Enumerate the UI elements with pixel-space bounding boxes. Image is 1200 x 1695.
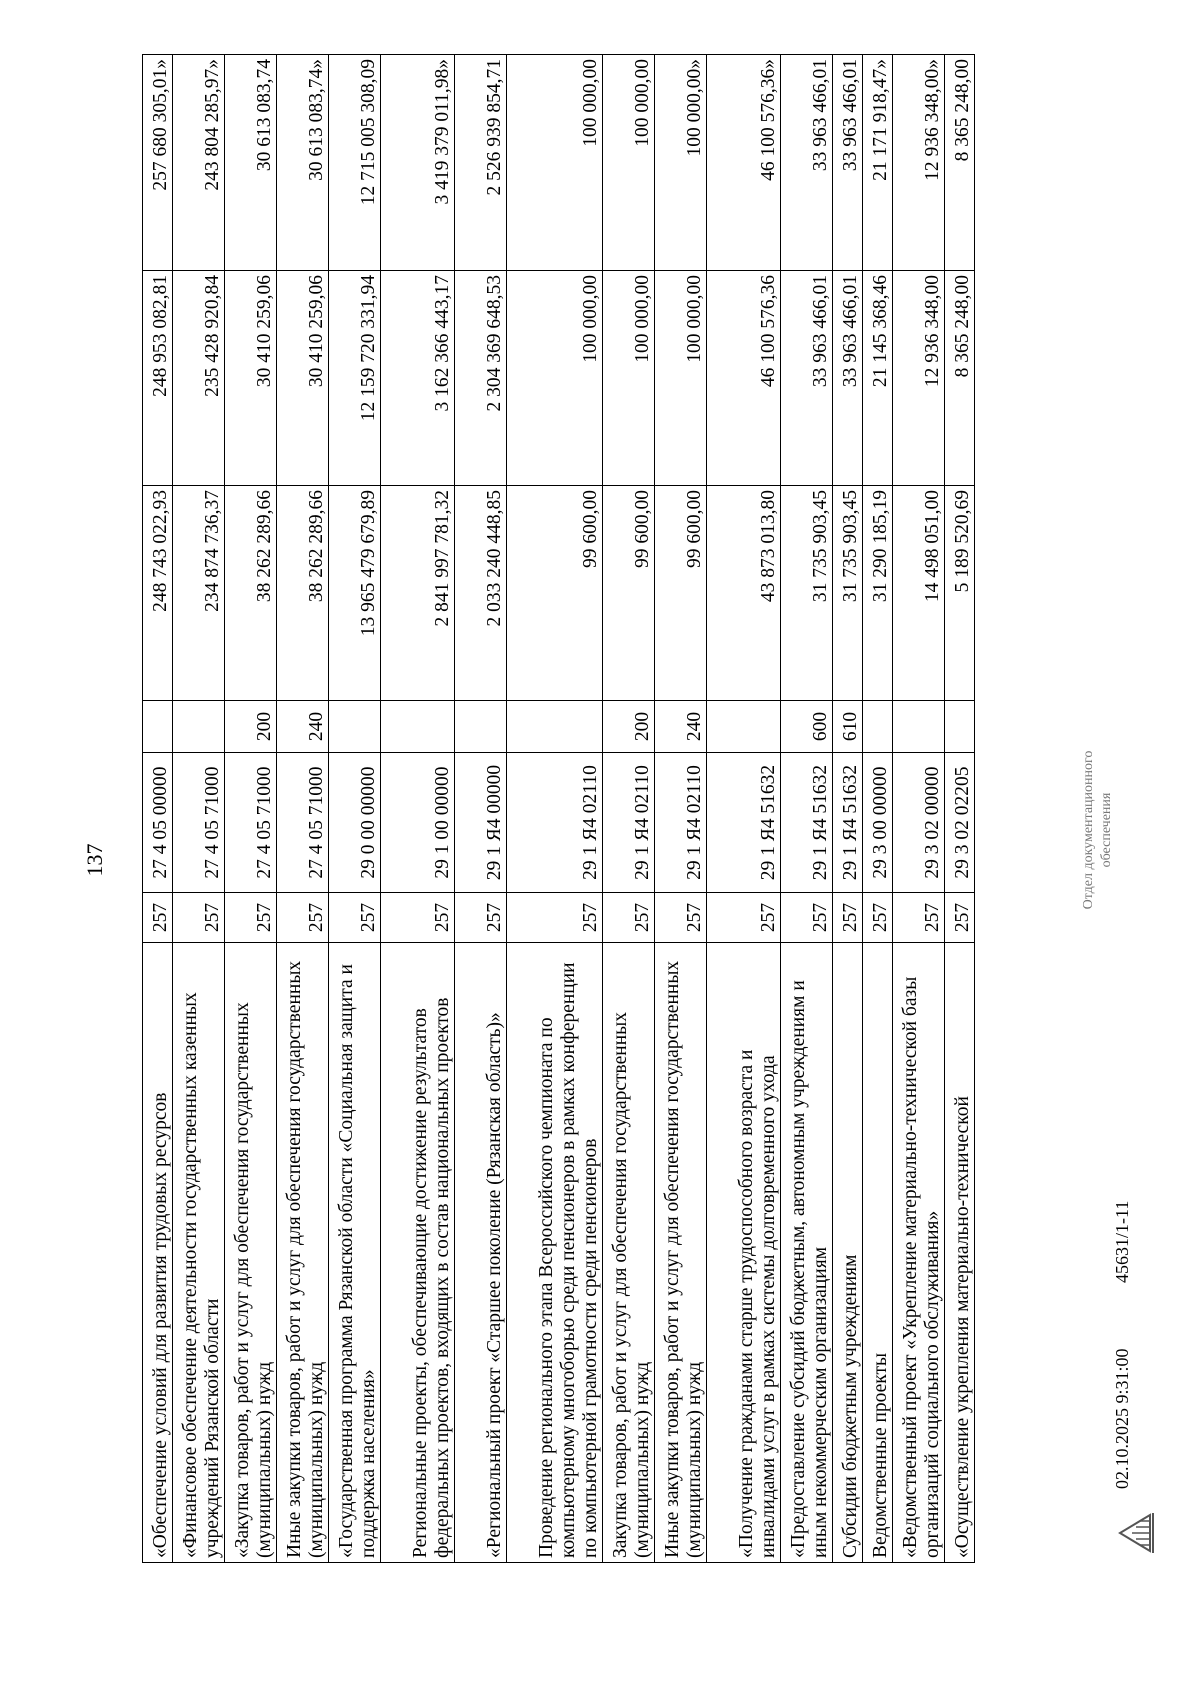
row-vr: 240 [277, 701, 329, 753]
row-value-1: 234 874 736,37 [173, 486, 225, 701]
row-vr [455, 701, 507, 753]
row-value-1: 99 600,00 [603, 486, 655, 701]
row-csr: 29 3 02 00000 [893, 753, 945, 893]
row-csr: 29 1 Я4 51632 [781, 753, 833, 893]
row-value-1: 2 033 240 448,85 [455, 486, 507, 701]
row-code: 257 [707, 893, 781, 943]
row-value-2: 100 000,00 [507, 271, 603, 486]
row-csr: 29 1 Я4 51632 [833, 753, 863, 893]
row-name: «Государственная программа Рязанской области «Социальная защита и поддержка населения» [329, 943, 381, 1563]
row-code: 257 [603, 893, 655, 943]
table-row [833, 55, 863, 1563]
row-vr [707, 701, 781, 753]
row-code: 257 [833, 893, 863, 943]
row-name: «Предоставление субсидий бюджетным, автономным учреждениям и иным некоммерческим организациям [781, 943, 833, 1563]
row-code: 257 [381, 893, 455, 943]
row-vr [381, 701, 455, 753]
row-value-1: 5 189 520,69 [945, 486, 975, 701]
row-value-3: 30 613 083,74 [225, 55, 277, 271]
row-value-2: 2 304 369 648,53 [455, 271, 507, 486]
row-name: «Обеспечение условий для развития трудовых ресурсов [143, 943, 173, 1563]
footer-date: 02.10.2025 9:31:00 [1112, 1348, 1132, 1489]
row-value-3: 46 100 576,36» [707, 55, 781, 271]
row-code: 257 [455, 893, 507, 943]
row-csr: 29 1 Я4 00000 [455, 753, 507, 893]
row-value-1: 38 262 289,66 [277, 486, 329, 701]
page-number: 137 [82, 843, 107, 877]
row-value-2: 33 963 466,01 [781, 271, 833, 486]
row-value-1: 31 735 903,45 [781, 486, 833, 701]
table-row [143, 55, 173, 1563]
row-code: 257 [781, 893, 833, 943]
logo-icon [1110, 1509, 1158, 1557]
row-csr: 29 1 Я4 02110 [507, 753, 603, 893]
row-name: «Региональный проект «Старшее поколение (Рязанская область)» [455, 943, 507, 1563]
row-vr: 610 [833, 701, 863, 753]
stamp-line-1: Отдел документационного [1081, 750, 1096, 910]
row-csr: 29 0 00 00000 [329, 753, 381, 893]
row-value-3: 33 963 466,01 [781, 55, 833, 271]
row-csr: 29 1 Я4 02110 [655, 753, 707, 893]
row-csr: 27 4 05 00000 [143, 753, 173, 893]
row-vr [329, 701, 381, 753]
row-csr: 27 4 05 71000 [277, 753, 329, 893]
row-value-2: 3 162 366 443,17 [381, 271, 455, 486]
footer-doc-number: 45631/1-11 [1112, 1200, 1132, 1283]
row-code: 257 [277, 893, 329, 943]
table-row [893, 55, 945, 1563]
row-name: Субсидии бюджетным учреждениям [833, 943, 863, 1563]
row-value-3: 100 000,00» [655, 55, 707, 271]
row-value-3: 8 365 248,00 [945, 55, 975, 271]
row-value-3: 33 963 466,01 [833, 55, 863, 271]
row-vr [143, 701, 173, 753]
table-row [781, 55, 833, 1563]
row-vr [893, 701, 945, 753]
row-name: «Получение гражданами старше трудоспособного возраста и инвалидами услуг в рамках системы долговременного ухода [707, 943, 781, 1563]
row-csr: 29 1 00 00000 [381, 753, 455, 893]
row-value-1: 38 262 289,66 [225, 486, 277, 701]
table-row [277, 55, 329, 1563]
row-value-3: 21 171 918,47» [863, 55, 893, 271]
table-row [863, 55, 893, 1563]
row-vr: 200 [225, 701, 277, 753]
row-value-1: 2 841 997 781,32 [381, 486, 455, 701]
row-code: 257 [893, 893, 945, 943]
row-value-3: 243 804 285,97» [173, 55, 225, 271]
row-value-1: 99 600,00 [507, 486, 603, 701]
row-value-3: 3 419 379 011,98» [381, 55, 455, 271]
row-csr: 29 1 Я4 02110 [603, 753, 655, 893]
row-csr: 29 3 00 00000 [863, 753, 893, 893]
row-code: 257 [173, 893, 225, 943]
row-name: Иные закупки товаров, работ и услуг для обеспечения государственных (муниципальных) нужд [277, 943, 329, 1563]
row-value-2: 33 963 466,01 [833, 271, 863, 486]
row-name: «Закупка товаров, работ и услуг для обеспечения государственных (муниципальных) нужд [225, 943, 277, 1563]
row-csr: 29 3 02 02205 [945, 753, 975, 893]
row-code: 257 [655, 893, 707, 943]
row-name: Иные закупки товаров, работ и услуг для обеспечения государственных (муниципальных) нужд [655, 943, 707, 1563]
row-value-2: 30 410 259,06 [225, 271, 277, 486]
row-code: 257 [507, 893, 603, 943]
row-vr: 240 [655, 701, 707, 753]
row-value-3: 12 715 005 308,09 [329, 55, 381, 271]
row-value-2: 248 953 082,81 [143, 271, 173, 486]
table-row [455, 55, 507, 1563]
row-value-1: 99 600,00 [655, 486, 707, 701]
row-code: 257 [143, 893, 173, 943]
row-value-2: 30 410 259,06 [277, 271, 329, 486]
row-vr [173, 701, 225, 753]
table-row [603, 55, 655, 1563]
table-row [329, 55, 381, 1563]
row-vr: 600 [781, 701, 833, 753]
row-vr: 200 [603, 701, 655, 753]
row-value-3: 100 000,00 [603, 55, 655, 271]
row-value-2: 21 145 368,46 [863, 271, 893, 486]
row-csr: 27 4 05 71000 [173, 753, 225, 893]
row-code: 257 [329, 893, 381, 943]
table-row [707, 55, 781, 1563]
row-vr [945, 701, 975, 753]
row-value-1: 13 965 479 679,89 [329, 486, 381, 701]
row-value-3: 30 613 083,74» [277, 55, 329, 271]
row-name: Региональные проекты, обеспечивающие достижение результатов федеральных проектов, входящих в состав национальных проектов [381, 943, 455, 1563]
row-value-2: 12 159 720 331,94 [329, 271, 381, 486]
table-row [945, 55, 975, 1563]
department-stamp [1080, 700, 1116, 960]
row-code: 257 [225, 893, 277, 943]
stamp-line-2: обеспечения [1099, 792, 1114, 868]
row-value-2: 12 936 348,00 [893, 271, 945, 486]
row-vr [863, 701, 893, 753]
row-vr [507, 701, 603, 753]
row-value-3: 2 526 939 854,71 [455, 55, 507, 271]
table-row [655, 55, 707, 1563]
row-value-3: 12 936 348,00» [893, 55, 945, 271]
row-value-1: 14 498 051,00 [893, 486, 945, 701]
row-name: Ведомственные проекты [863, 943, 893, 1563]
table-row [225, 55, 277, 1563]
table-row [507, 55, 603, 1563]
row-value-2: 100 000,00 [655, 271, 707, 486]
table-row [173, 55, 225, 1563]
row-value-2: 100 000,00 [603, 271, 655, 486]
row-name: Проведение регионального этапа Всероссийского чемпионата по компьютерному многоборью среди пенсионеров в рамках конференции по компьютерной грамотности среди пенсионеров [507, 943, 603, 1563]
row-value-3: 100 000,00 [507, 55, 603, 271]
row-code: 257 [945, 893, 975, 943]
row-csr: 27 4 05 71000 [225, 753, 277, 893]
row-value-2: 46 100 576,36 [707, 271, 781, 486]
table-row [381, 55, 455, 1563]
budget-table [142, 54, 975, 1563]
row-value-1: 248 743 022,93 [143, 486, 173, 701]
row-value-1: 43 873 013,80 [707, 486, 781, 701]
row-name: «Осуществление укрепления материально-технической [945, 943, 975, 1563]
row-name: «Ведомственный проект «Укрепление материально-технической базы организаций социального обслуживания» [893, 943, 945, 1563]
row-value-1: 31 735 903,45 [833, 486, 863, 701]
row-csr: 29 1 Я4 51632 [707, 753, 781, 893]
row-value-1: 31 290 185,19 [863, 486, 893, 701]
row-value-3: 257 680 305,01» [143, 55, 173, 271]
row-code: 257 [863, 893, 893, 943]
row-name: «Финансовое обеспечение деятельности государственных казенных учреждений Рязанской области [173, 943, 225, 1563]
row-value-2: 8 365 248,00 [945, 271, 975, 486]
row-name: Закупка товаров, работ и услуг для обеспечения государственных (муниципальных) нужд [603, 943, 655, 1563]
row-value-2: 235 428 920,84 [173, 271, 225, 486]
